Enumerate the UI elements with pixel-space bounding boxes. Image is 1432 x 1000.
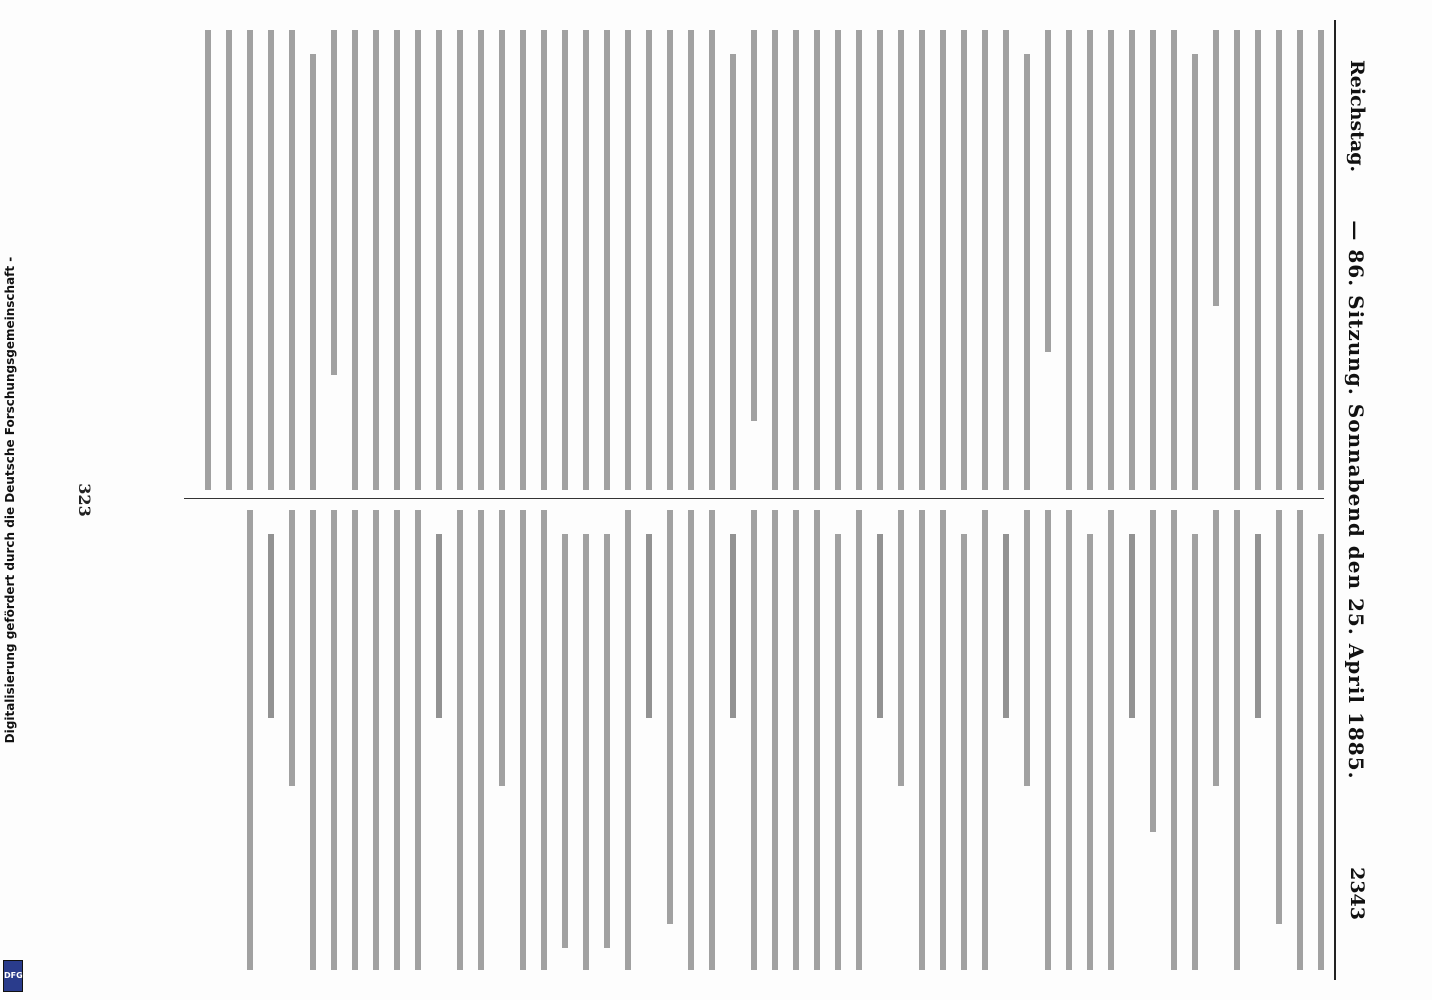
text-line [1171,30,1177,490]
text-line [940,510,946,970]
text-line [352,30,358,490]
text-line [730,54,736,490]
text-line [625,510,631,970]
dfg-logo: DFG [3,960,23,992]
text-line [1003,534,1009,718]
text-line [1192,534,1198,970]
text-line [289,30,295,490]
text-line [1108,510,1114,970]
text-line [1192,54,1198,490]
text-line [394,30,400,490]
text-line [604,30,610,490]
running-header [1334,20,1376,980]
text-line [520,30,526,490]
text-line [205,30,211,490]
text-line [1318,534,1324,970]
text-line [1150,510,1156,832]
dfg-notice: Digitalisierung gefördert durch die Deutsche Forschungsgemeinschaft - [3,256,17,744]
text-line [247,510,253,970]
text-line [457,510,463,970]
text-line [268,534,274,718]
text-line [982,510,988,970]
text-line [1108,30,1114,490]
text-line [961,30,967,490]
text-line [793,510,799,970]
header-reichstag: Reichstag. [1346,60,1368,173]
text-line [646,534,652,718]
text-line [1087,30,1093,490]
text-line [331,30,337,375]
text-line [688,510,694,970]
text-line [730,534,736,718]
text-line [247,30,253,490]
text-line [1066,510,1072,970]
text-line [1024,54,1030,490]
text-line [289,510,295,786]
text-line [877,30,883,490]
text-line [940,30,946,490]
text-line [436,30,442,490]
text-line [1003,30,1009,490]
text-line [562,534,568,948]
text-line [310,54,316,490]
header-session-title: — 86. Sitzung. Sonnabend den 25. April 1885. [1344,220,1368,780]
text-line [1255,534,1261,718]
text-line [1297,30,1303,490]
text-line [982,30,988,490]
text-line [667,510,673,924]
text-line [1129,30,1135,490]
digitization-footer [0,0,24,1000]
bottom-page-number: 323 [75,483,94,517]
text-line [373,510,379,970]
text-line [1066,30,1072,490]
text-line [415,510,421,970]
header-page-number: 2343 [1346,867,1368,920]
text-line [667,30,673,490]
text-line [1045,30,1051,352]
text-line [898,510,904,786]
text-line [814,510,820,970]
text-line [1276,510,1282,924]
text-line [415,30,421,490]
text-line [1318,30,1324,490]
text-line [268,30,274,490]
column-divider [184,498,1324,499]
text-line [772,30,778,490]
text-line [709,510,715,970]
text-line [1255,30,1261,490]
text-line [1024,510,1030,786]
text-line [373,30,379,490]
text-line [1234,30,1240,490]
text-line [877,534,883,718]
text-line [1171,510,1177,970]
text-line [1213,30,1219,306]
text-line [772,510,778,970]
text-line [814,30,820,490]
text-line [625,30,631,490]
text-line [1045,510,1051,970]
text-line [1234,510,1240,970]
text-line [478,510,484,970]
text-line [835,534,841,970]
text-line [583,30,589,490]
text-line [961,534,967,970]
text-line [835,30,841,490]
rotated-page-content [46,20,1376,980]
text-line [646,30,652,490]
text-line [457,30,463,490]
text-line [478,30,484,490]
text-line [919,30,925,490]
text-line [562,30,568,490]
text-line [856,30,862,490]
text-line [604,534,610,948]
text-line [499,510,505,786]
text-line [898,30,904,490]
text-line [520,510,526,970]
text-line [751,510,757,970]
text-line [919,510,925,970]
text-line [1087,534,1093,970]
text-line [436,534,442,718]
text-line [1129,534,1135,718]
text-line [394,510,400,970]
text-column-left [204,30,1324,490]
text-line [1276,30,1282,490]
text-line [226,30,232,490]
text-line [793,30,799,490]
text-line [1150,30,1156,490]
text-line [751,30,757,421]
text-line [856,510,862,970]
text-line [709,30,715,490]
text-line [331,510,337,970]
text-line [541,510,547,970]
text-line [583,534,589,970]
text-line [1213,510,1219,786]
text-line [688,30,694,490]
text-line [352,510,358,970]
text-line [310,510,316,970]
text-line [499,30,505,490]
text-line [541,30,547,490]
text-column-right [204,510,1324,970]
text-line [1297,510,1303,970]
